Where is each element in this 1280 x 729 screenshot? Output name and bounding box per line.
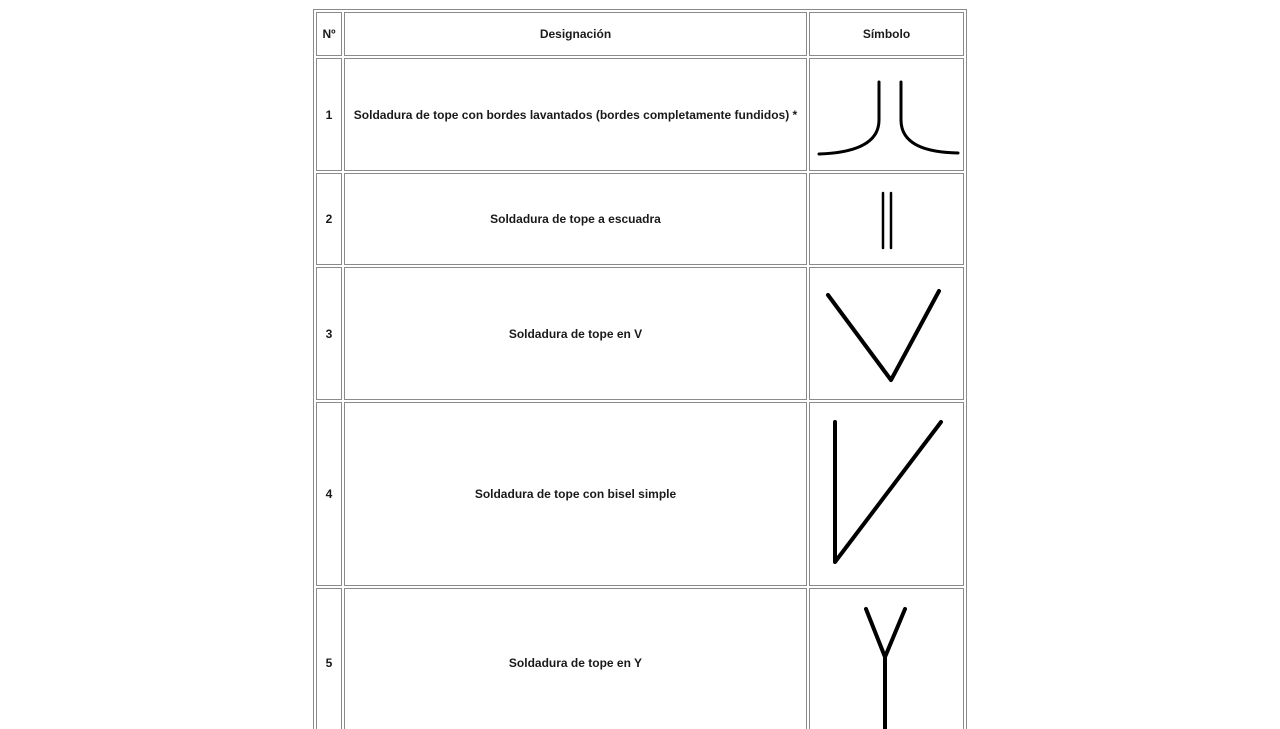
header-symbol-label: Símbolo bbox=[862, 27, 911, 41]
header-designation bbox=[344, 12, 807, 56]
row-5-number bbox=[316, 588, 342, 729]
v-butt-weld-icon bbox=[811, 269, 962, 398]
square-butt-weld-icon bbox=[811, 175, 962, 263]
row-number-label: 2 bbox=[325, 212, 333, 226]
row-4-symbol bbox=[809, 402, 964, 586]
row-designation-label: Soldadura de tope con bordes lavantados (bordes completamente fundidos) * bbox=[353, 107, 798, 122]
row-number-label: 5 bbox=[325, 656, 333, 670]
row-2-designation bbox=[344, 173, 807, 265]
weld-symbols-table bbox=[313, 9, 967, 729]
single-bevel-weld-icon bbox=[811, 404, 962, 584]
row-1-designation bbox=[344, 58, 807, 171]
row-4-designation bbox=[344, 402, 807, 586]
row-2-symbol bbox=[809, 173, 964, 265]
y-butt-weld-icon bbox=[811, 589, 962, 729]
row-number-label: 3 bbox=[325, 326, 333, 341]
row-3-number bbox=[316, 267, 342, 400]
row-designation-label: Soldadura de tope a escuadra bbox=[490, 212, 661, 226]
header-symbol bbox=[809, 12, 964, 56]
row-3-designation bbox=[344, 267, 807, 400]
row-1-symbol bbox=[809, 58, 964, 171]
row-1-number bbox=[316, 58, 342, 171]
row-5-symbol bbox=[809, 588, 964, 729]
row-2-number bbox=[316, 173, 342, 265]
header-number bbox=[316, 12, 342, 56]
row-3-symbol bbox=[809, 267, 964, 400]
row-designation-label: Soldadura de tope con bisel simple bbox=[474, 487, 677, 501]
header-number-label: Nº bbox=[322, 27, 336, 41]
raised-edges-weld-icon bbox=[811, 60, 962, 169]
row-designation-label: Soldadura de tope en Y bbox=[508, 656, 643, 670]
row-designation-label: Soldadura de tope en V bbox=[508, 326, 643, 341]
row-4-number bbox=[316, 402, 342, 586]
row-5-designation bbox=[344, 588, 807, 729]
header-designation-label: Designación bbox=[539, 27, 612, 41]
row-number-label: 4 bbox=[325, 487, 333, 501]
row-number-label: 1 bbox=[325, 107, 333, 122]
